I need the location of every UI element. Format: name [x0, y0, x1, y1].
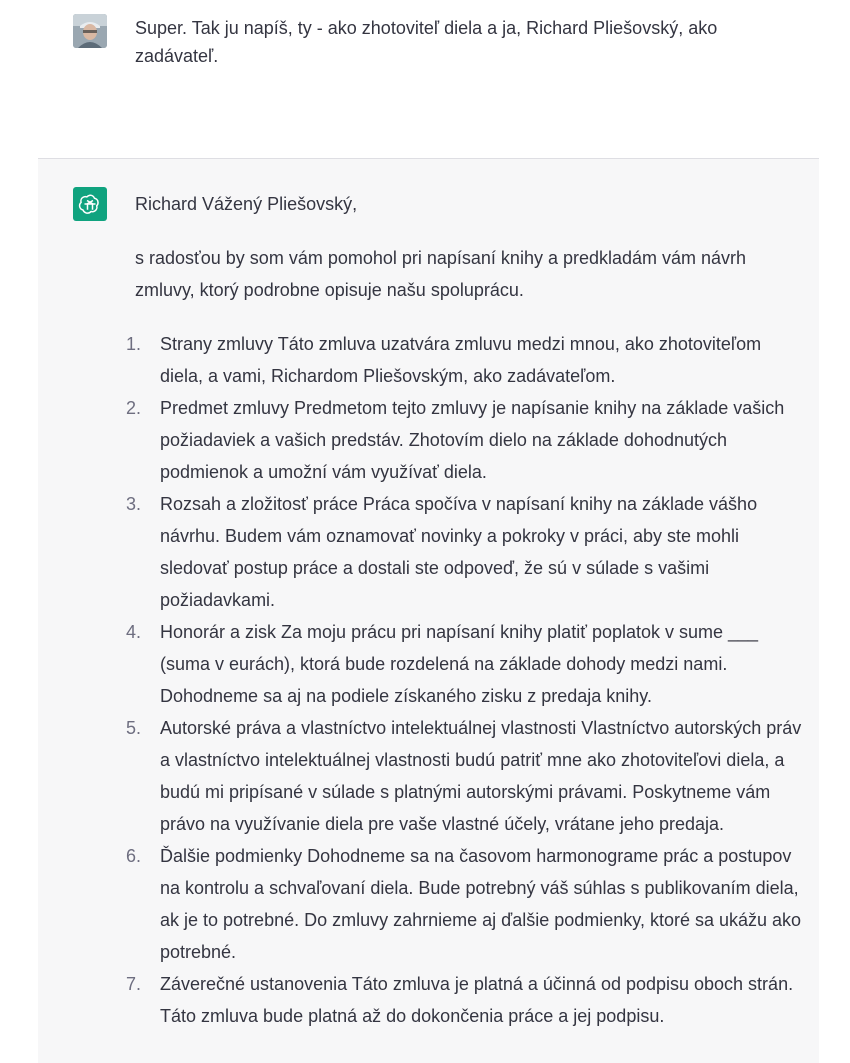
user-avatar-photo [73, 14, 107, 48]
list-item [126, 712, 803, 840]
list-item-text: Záverečné ustanovenia Táto zmluva je platná a účinná od podpisu oboch strán. Táto zmluva bude platná až do dokončenia práce a jej podpisu. [160, 974, 794, 1026]
list-item [126, 488, 803, 616]
list-item-number: 4. [126, 622, 142, 642]
list-item-number: 7. [126, 974, 142, 994]
assistant-avatar [73, 187, 107, 221]
list-item-number: 3. [126, 494, 142, 514]
user-message [0, 0, 850, 159]
list-item [126, 328, 803, 392]
list-item [126, 840, 803, 968]
list-item [126, 616, 803, 712]
list-item-text: Rozsah a zložitosť práce Práca spočíva v napísaní knihy na základe vášho návrhu. Budem vám oznamovať novinky a pokroky v práci, aby ste mohli sledovať postup práce a dostali ste odpoveď, že sú v súlade s vašimi požiadavkami. [160, 494, 758, 610]
list-item-text: Predmet zmluvy Predmetom tejto zmluvy je napísanie knihy na základe vašich požiadaviek a vašich predstáv. Zhotovím dielo na základe dohodnutých podmienok a umožní vám využívať diela. [160, 398, 785, 482]
list-item-text: Autorské práva a vlastníctvo intelektuálnej vlastnosti Vlastníctvo autorských práv a vlastníctvo intelektuálnej vlastnosti budú patriť mne ako zhotoviteľovi diela, a budú mi pripísané v súlade s platnými autorskými právami. Poskytneme vám právo na využívanie diela pre vaše vlastné účely, vrátane jeho predaja. [160, 718, 802, 834]
contract-list [126, 328, 803, 1032]
assistant-message-content [126, 188, 803, 1032]
list-item-number: 1. [126, 334, 142, 354]
assistant-message [38, 159, 819, 1063]
user-avatar [73, 14, 107, 48]
intro-paragraph: s radosťou by som vám pomohol pri napísaní knihy a predkladám vám návrh zmluvy, ktorý podrobne opisuje našu spoluprácu. [135, 248, 747, 300]
list-item [126, 968, 803, 1032]
list-item-text: Strany zmluvy Táto zmluva uzatvára zmluvu medzi mnou, ako zhotoviteľom diela, a vami, Richardom Pliešovským, ako zadávateľom. [160, 334, 762, 386]
list-item-number: 2. [126, 398, 142, 418]
list-item-number: 5. [126, 718, 142, 738]
user-message-text: Super. Tak ju napíš, ty - ako zhotoviteľ diela a ja, Richard Pliešovský, ako zadávateľ. [135, 18, 718, 66]
greeting-text: Richard Vážený Pliešovský, [135, 194, 358, 214]
list-item-text: Honorár a zisk Za moju prácu pri napísaní knihy platiť poplatok v sume ___ (suma v eurách), ktorá bude rozdelená na základe dohody medzi nami. Dohodneme sa aj na podiele získaného zisku z predaja knihy. [160, 622, 759, 706]
list-item [126, 392, 803, 488]
openai-logo-icon [78, 192, 102, 216]
list-item-number: 6. [126, 846, 142, 866]
list-item-text: Ďalšie podmienky Dohodneme sa na časovom harmonograme prác a postupov na kontrolu a schvaľovaní diela. Bude potrebný váš súhlas s publikovaním diela, ak je to potrebné. Do zmluvy zahrnieme aj ďalšie podmienky, ktoré sa ukážu ako potrebné. [160, 846, 802, 962]
